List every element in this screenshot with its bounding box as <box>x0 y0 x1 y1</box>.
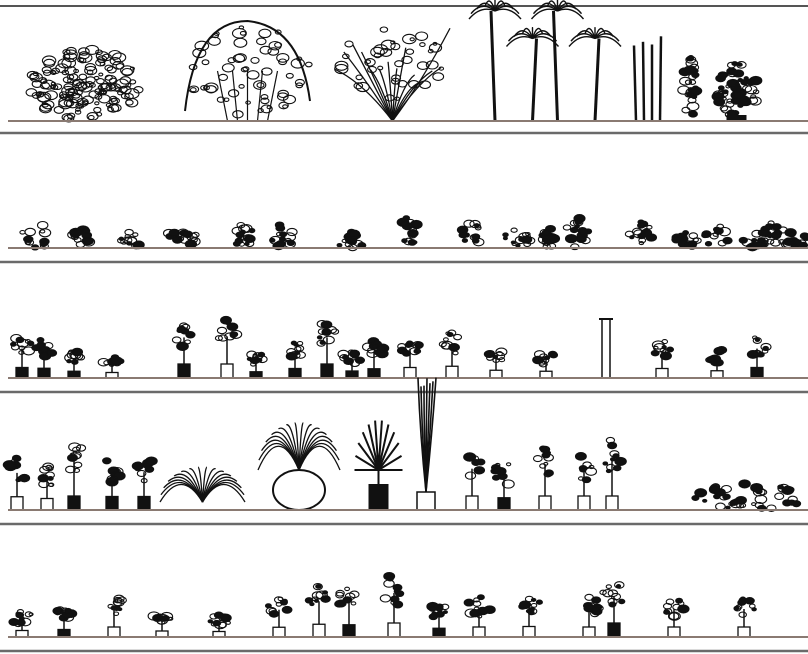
groundcover-icon <box>702 224 732 246</box>
tabletop-plant-icon <box>464 595 495 637</box>
tabletop-plant-icon <box>380 573 403 638</box>
row-groundcover-plants <box>0 215 808 262</box>
groundcover-icon <box>68 226 95 248</box>
medium-potted-plant-icon <box>103 458 125 510</box>
small-potted-plant-icon <box>706 347 727 379</box>
small-potted-plant-icon <box>317 321 339 379</box>
groundcover-icon <box>270 222 297 250</box>
tabletop-plant-icon <box>583 594 603 637</box>
small-potted-plant-icon <box>363 338 389 378</box>
small-potted-plant-icon <box>338 350 365 378</box>
medium-potted-plant-icon <box>576 453 597 510</box>
medium-potted-plant-icon <box>38 463 54 510</box>
small-potted-plant-icon <box>286 341 305 378</box>
tabletop-plant-icon <box>335 587 359 637</box>
groundcover-icon <box>672 231 701 250</box>
small-potted-plant-icon <box>747 336 771 378</box>
medium-potted-plant-icon <box>464 453 485 510</box>
groundcover-icon <box>563 215 591 250</box>
row-medium-potted-plants <box>0 378 808 524</box>
tabletop-plant-icon <box>734 597 756 637</box>
tabletop-plant-icon <box>519 596 543 637</box>
palm-cluster-icon <box>469 0 621 121</box>
small-potted-plant-icon <box>215 316 241 378</box>
small-potted-plant-icon <box>398 341 424 378</box>
groundcover-icon <box>503 228 535 247</box>
groundcover-icon <box>457 220 484 246</box>
pillar-icon <box>599 319 613 378</box>
small-potted-plant-icon <box>533 351 558 378</box>
groundcover-icon <box>538 226 559 250</box>
tabletop-plant-icon <box>148 612 173 637</box>
spider-plant-bowl-icon <box>258 423 340 510</box>
potted-palm-icon <box>355 421 403 510</box>
medium-potted-plant-icon <box>603 437 626 510</box>
spider-plant-icon <box>160 467 245 502</box>
tabletop-plant-icon <box>266 597 292 637</box>
small-potted-plant-icon <box>32 338 57 378</box>
medium-potted-plant-icon <box>491 463 514 510</box>
row-small-potted-plants <box>0 316 808 392</box>
groundcover-icon <box>118 229 145 248</box>
groundcover-icon <box>782 229 808 249</box>
medium-potted-plant-icon <box>534 446 554 510</box>
groundcover-icon <box>232 223 255 247</box>
medium-potted-plant-icon <box>132 457 157 510</box>
small-potted-plant-icon <box>98 355 124 378</box>
small-potted-plant-icon <box>11 335 35 379</box>
small-potted-plant-icon <box>484 348 507 378</box>
medium-potted-plant-icon <box>3 455 29 510</box>
low-shrub-row-icon <box>692 480 801 512</box>
tabletop-plant-icon <box>9 610 33 637</box>
small-potted-plant-icon <box>172 323 195 378</box>
row-large-shrubs-and-palms <box>0 0 808 133</box>
medium-potted-plant-icon <box>66 443 86 510</box>
groundcover-icon <box>397 216 422 245</box>
tabletop-plant-icon <box>305 584 330 638</box>
tabletop-plant-icon <box>53 607 77 637</box>
spreading-shrub-icon <box>185 21 312 121</box>
groundcover-icon <box>20 222 51 250</box>
dense-shrub-icon <box>712 62 762 121</box>
small-potted-plant-icon <box>651 340 673 378</box>
tall-potted-plant-icon <box>417 378 436 510</box>
groundcover-icon <box>625 220 656 245</box>
tabletop-plant-icon <box>208 612 231 637</box>
upright-plant-icon <box>678 56 702 118</box>
small-potted-plant-icon <box>439 330 461 378</box>
row-tabletop-potted-plants <box>0 573 808 652</box>
small-potted-plant-icon <box>65 348 85 378</box>
bamboo-stalks-icon <box>634 36 661 121</box>
tabletop-plant-icon <box>600 582 625 637</box>
small-potted-plant-icon <box>247 351 267 378</box>
tabletop-plant-icon <box>108 595 126 637</box>
groundcover-icon <box>164 229 201 248</box>
tabletop-plant-icon <box>427 602 449 637</box>
round-shrub-icon <box>26 45 143 122</box>
branching-bush-icon <box>335 27 450 121</box>
tabletop-plant-icon <box>664 598 690 637</box>
